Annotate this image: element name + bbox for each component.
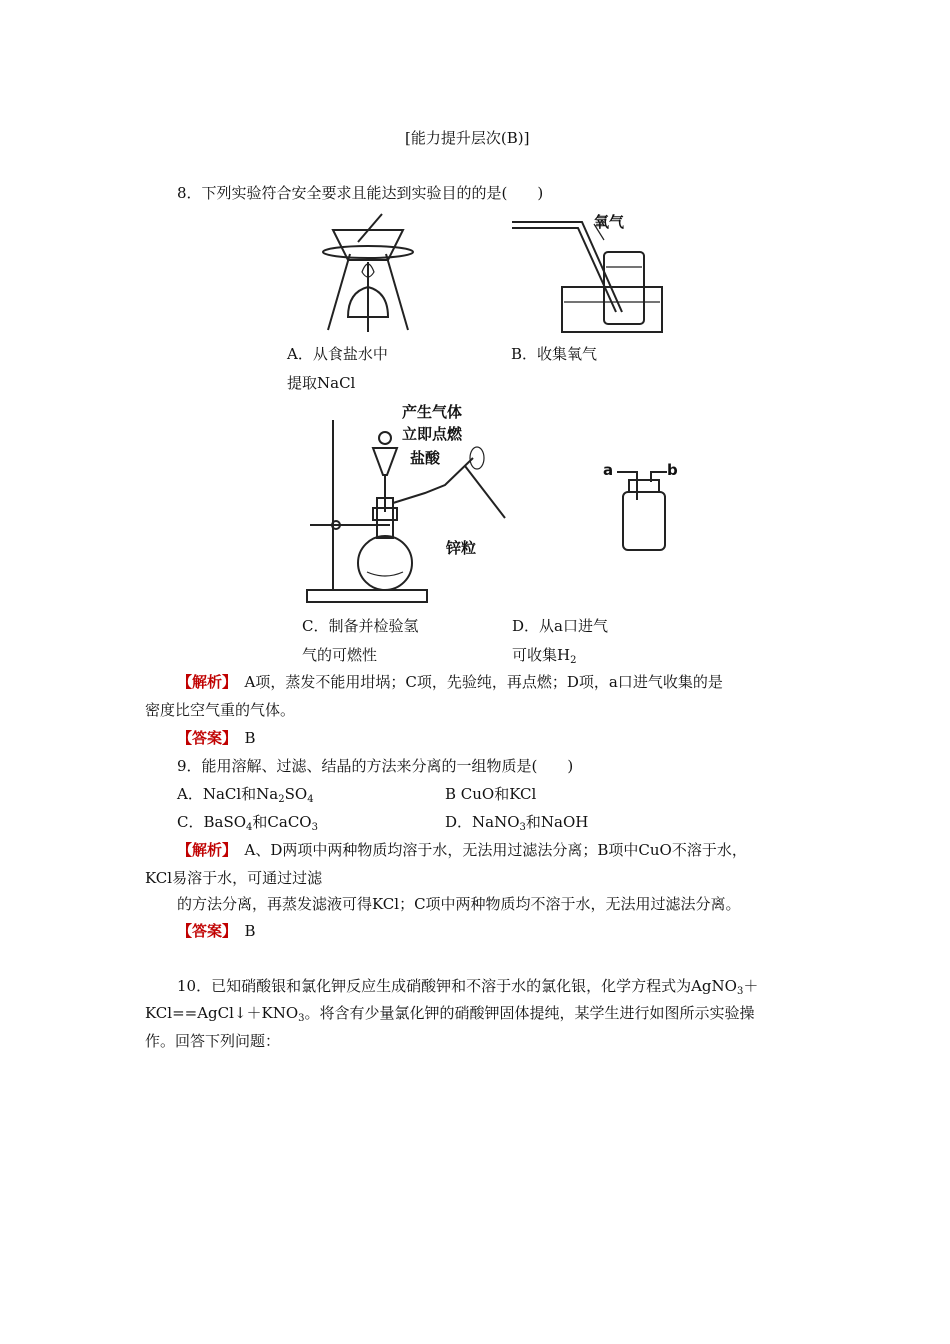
analysis-tag: 【解析】 [177, 673, 230, 691]
hcl-label: 盐酸 [410, 449, 441, 467]
delivery-tube-inner [512, 228, 616, 312]
figure-b-oxygen-collection [512, 212, 672, 337]
stand-base [307, 590, 427, 602]
tube-a [617, 472, 637, 500]
round-flask [358, 536, 412, 590]
zinc-label: 锌粒 [446, 539, 477, 557]
bottle-stopper [629, 480, 659, 492]
answer-tag: 【答案】 [177, 729, 230, 747]
q9-option-b: B CuO和KCl [445, 785, 537, 803]
analysis-tag: 【解析】 [177, 841, 230, 859]
bottle-body [623, 492, 665, 550]
figure-d-gas-bottle [615, 460, 675, 555]
tripod-leg-right [386, 254, 408, 330]
q8-option-a-line2: 提取NaCl [287, 374, 356, 392]
q10-line2: $KCl==AgCl↓+KNO_3$。将含有少量氯化钾的硝酸钾固体提纯，某学生进行如图所示实验操 [145, 1004, 755, 1024]
glass-rod [358, 214, 382, 242]
q9-option-a: A．NaCl和$Na_2SO_4$ [177, 785, 314, 805]
water-trough [562, 287, 662, 332]
gas-ignite-label-1: 产生气体 [402, 403, 463, 421]
q8-option-c-line2: 气的可燃性 [302, 646, 378, 664]
figure-a-evaporation [318, 212, 418, 337]
q8-answer: 【答案】 B [177, 729, 256, 747]
funnel-stopper [379, 432, 391, 444]
q9-option-d: D．NaNO$_3$和NaOH [445, 813, 589, 833]
q10-line1: 10．已知硝酸银和氯化钾反应生成硝酸钾和不溶于水的氯化银，化学方程式为AgNO$_3$＋ [177, 977, 759, 997]
q8-stem: 8．下列实验符合安全要求且能达到实验目的的是( ) [177, 184, 544, 202]
clay-triangle [323, 246, 413, 258]
gas-ignite-label-2: 立即点燃 [402, 425, 463, 443]
port-a-label: a [603, 461, 614, 479]
q10-line3: 作。回答下列问题： [145, 1032, 281, 1050]
zinc-pieces [367, 572, 403, 576]
q8-option-a-line1: A．从食盐水中 [287, 345, 388, 363]
q9-analysis-line3: 的方法分离，再蒸发滤液可得KCl；C项中两种物质均不溶于水，无法用过滤法分离。 [177, 895, 741, 913]
q8-option-d-line1: D．从a口进气 [512, 617, 608, 635]
separatory-funnel [373, 448, 397, 475]
q8-option-b: B．收集氧气 [511, 345, 598, 363]
q8-analysis-line1: 【解析】 A项，蒸发不能用坩埚；C项，先验纯，再点燃；D项，a口进气收集的是 [177, 673, 723, 691]
q8-option-d-line2: 可收集$H_2$ [512, 646, 577, 666]
q9-option-c: C．BaSO$_4$和CaCO$_3$ [177, 813, 318, 833]
port-b-label: b [667, 461, 678, 479]
q8-option-c-line1: C．制备并检验氢 [302, 617, 419, 635]
delivery-tube [512, 222, 622, 312]
q9-answer: 【答案】 B [177, 922, 256, 940]
oxygen-label: 氧气 [594, 213, 625, 231]
q9-analysis-line2: KCl易溶于水，可通过过滤 [145, 869, 323, 887]
igniter-stick [465, 466, 505, 518]
q8-analysis-line2: 密度比空气重的气体。 [145, 701, 296, 719]
q9-analysis-line1: 【解析】 A、D两项中两种物质均溶于水，无法用过滤法分离；B项中CuO不溶于水， [177, 841, 747, 859]
answer-tag: 【答案】 [177, 922, 230, 940]
tripod-leg-left [328, 254, 350, 330]
section-title: [能力提升层次(B)] [405, 129, 530, 147]
q9-stem: 9．能用溶解、过滤、结晶的方法来分离的一组物质是( ) [177, 757, 574, 775]
